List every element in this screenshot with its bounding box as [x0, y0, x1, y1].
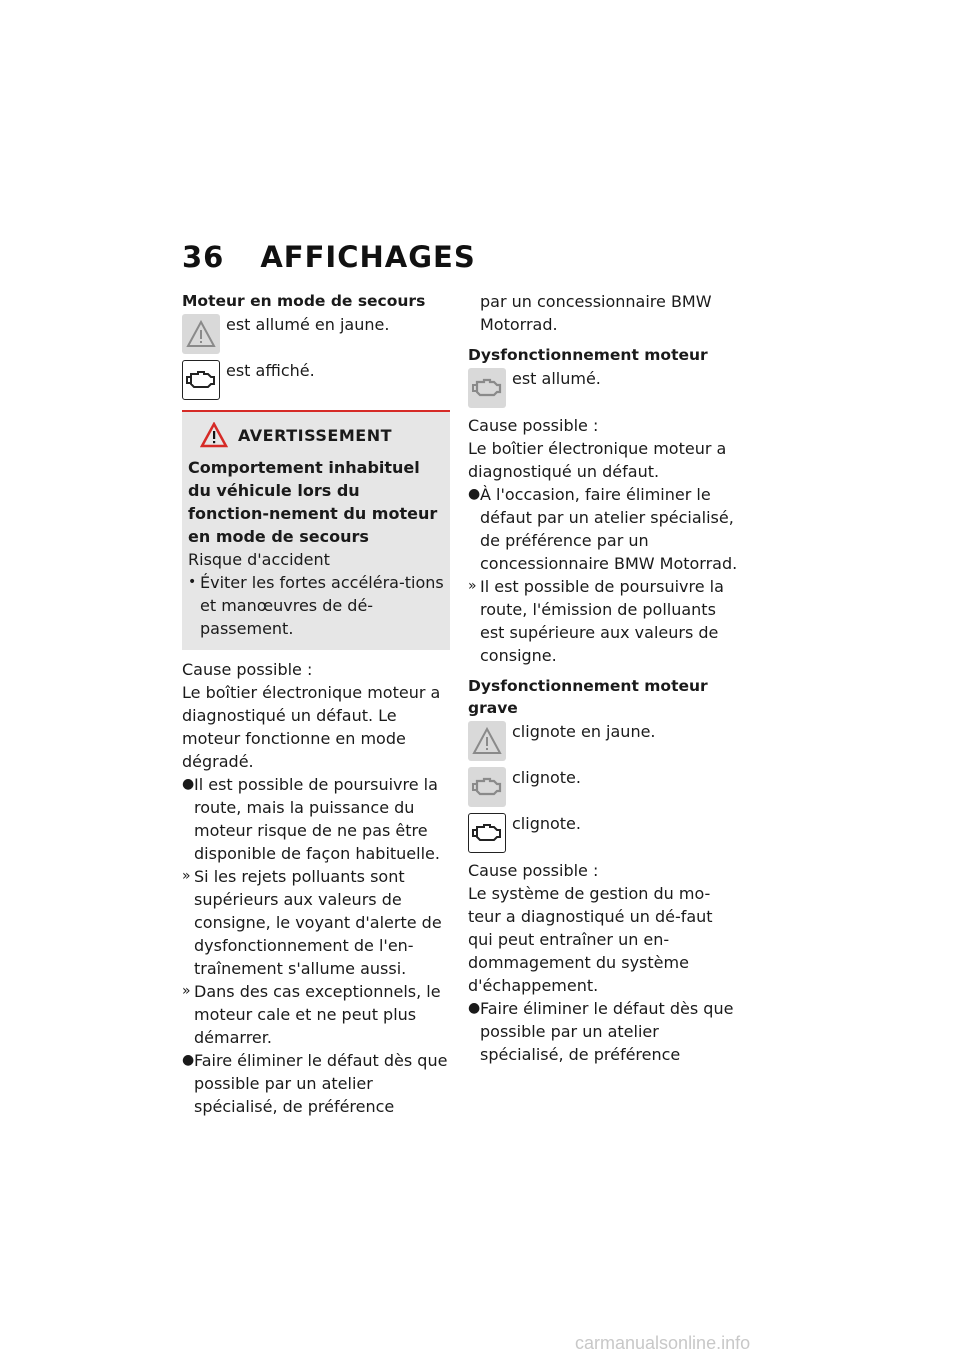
list-marker: » — [182, 868, 191, 884]
engine-malfunction-icon — [468, 767, 506, 807]
warning-box — [182, 410, 450, 650]
instruction-list — [468, 483, 738, 667]
list-item — [468, 575, 738, 667]
engine-malfunction-icon — [468, 368, 506, 408]
instruction-list — [182, 773, 450, 1118]
list-item-text: Dans des cas exceptionnels, le moteur cale et ne peut plus démarrer. — [194, 982, 441, 1047]
general-warning-icon — [468, 721, 506, 761]
indicator-label: est affiché. — [226, 361, 315, 380]
section-heading-engine-malfunction: Dysfonctionnement moteur — [468, 346, 708, 364]
engine-display-icon — [182, 360, 220, 400]
cause-label: Cause possible : — [468, 861, 599, 880]
list-item-text: Faire éliminer le défaut dès que possible par un atelier spécialisé, de préférence — [194, 1051, 448, 1116]
indicator-label: est allumé en jaune. — [226, 315, 390, 334]
cause-text: Le boîtier électronique moteur a diagnostiqué un défaut. Le moteur fonctionne en mode dégradé. — [182, 683, 441, 771]
warning-subject: Comportement inhabituel du véhicule lors du fonction-nement du moteur en mode de secours — [188, 458, 438, 546]
list-marker: ● — [182, 1052, 195, 1068]
right-column — [468, 290, 738, 1066]
indicator-row-engine-display-flash — [468, 813, 738, 853]
section-heading-emergency-mode: Moteur en mode de secours — [182, 292, 426, 310]
bullet-marker: • — [188, 574, 197, 590]
warning-risk: Risque d'accident — [188, 550, 330, 569]
list-item-text: À l'occasion, faire éliminer le défaut par un atelier spécialisé, de préférence par un concessionnaire BMW Motorrad. — [480, 485, 738, 573]
list-item — [188, 571, 444, 640]
indicator-row-general-warning — [182, 314, 450, 354]
general-warning-icon — [182, 314, 220, 354]
list-marker: ● — [468, 1000, 481, 1016]
list-item — [182, 773, 450, 865]
cause-text: Le système de gestion du mo-teur a diagnostiqué un dé-faut qui peut entraîner un en-dommagement du système d'échappement. — [468, 884, 713, 995]
continuation-text: par un concessionnaire BMW Motorrad. — [480, 292, 712, 334]
list-item — [182, 1049, 450, 1118]
indicator-row-general-warning-flash — [468, 721, 738, 761]
indicator-row-engine-malfunction — [468, 368, 738, 408]
indicator-label: clignote en jaune. — [512, 722, 656, 741]
page-number: 36 — [182, 240, 225, 274]
watermark: carmanualsonline.info — [575, 1333, 751, 1353]
list-item — [468, 483, 738, 575]
page-header — [182, 240, 476, 274]
list-marker: » — [468, 578, 477, 594]
engine-display-icon — [468, 813, 506, 853]
cause-text: Le boîtier électronique moteur a diagnostiqué un défaut. — [468, 439, 727, 481]
list-item-text: Il est possible de poursuivre la route, mais la puissance du moteur risque de ne pas être disponible de façon habituelle. — [194, 775, 440, 863]
list-item-text: Il est possible de poursuivre la route, l'émission de polluants est supérieure aux valeurs de consigne. — [480, 577, 724, 665]
chapter-title: AFFICHAGES — [260, 240, 476, 274]
list-item — [182, 980, 450, 1049]
list-item-text: Éviter les fortes accéléra-tions et manœuvres de dé-passement. — [200, 573, 444, 638]
warning-title: AVERTISSEMENT — [238, 425, 392, 445]
warning-list — [188, 571, 444, 640]
list-marker: » — [182, 983, 191, 999]
list-marker: ● — [182, 776, 195, 792]
list-marker: ● — [468, 486, 481, 502]
cause-label: Cause possible : — [182, 660, 313, 679]
indicator-row-engine-malfunction-flash — [468, 767, 738, 807]
section-heading-severe-malfunction: Dysfonctionnement moteur grave — [468, 677, 708, 717]
instruction-list — [468, 997, 738, 1066]
left-column — [182, 290, 450, 1118]
cause-label: Cause possible : — [468, 416, 599, 435]
indicator-label: est allumé. — [512, 369, 601, 388]
indicator-label: clignote. — [512, 768, 581, 787]
warning-triangle-icon — [200, 422, 228, 448]
indicator-label: clignote. — [512, 814, 581, 833]
indicator-row-engine-display — [182, 360, 450, 400]
list-item — [182, 865, 450, 980]
list-item-text: Si les rejets polluants sont supérieurs aux valeurs de consigne, le voyant d'alerte de dysfonctionnement de l'en-traînement s'allume aussi. — [194, 867, 442, 978]
list-item-text: Faire éliminer le défaut dès que possible par un atelier spécialisé, de préférence — [480, 999, 734, 1064]
list-item — [468, 997, 738, 1066]
